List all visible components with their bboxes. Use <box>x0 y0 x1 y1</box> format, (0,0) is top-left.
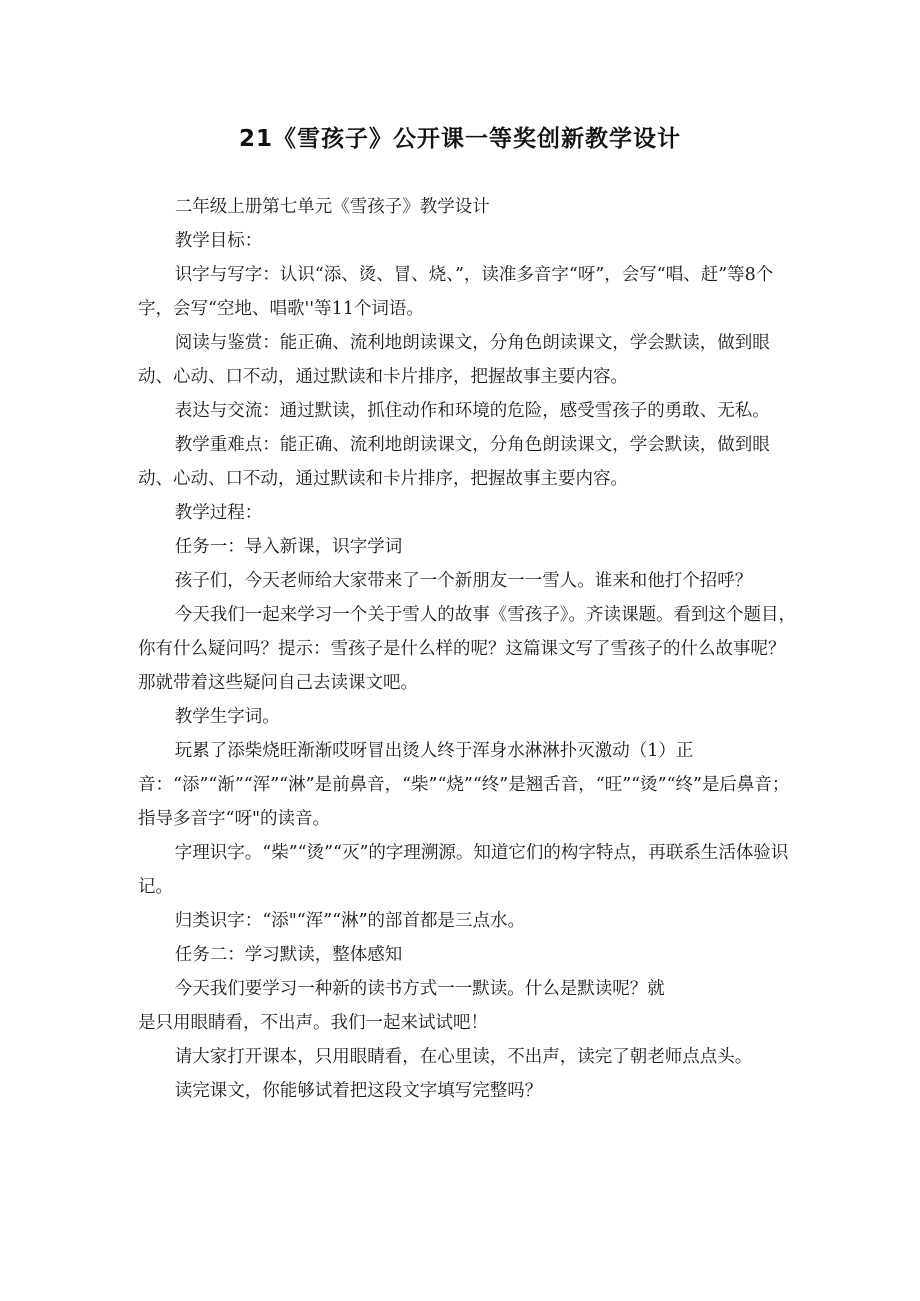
paragraph-silent-reading-definition: 是只用眼睛看，不出声。我们一起来试试吧！ <box>138 1013 488 1033</box>
paragraph-reading-goal: 阅读与鉴赏：能正确、流利地朗读课文，分角色朗读课文，学会默读，做到眼动、心动、口不动，通过默读和卡片排序，把握故事主要内容。 <box>138 333 770 387</box>
paragraph-task-one-heading: 任务一：导入新课，识字学词 <box>174 537 403 557</box>
document-body <box>138 190 798 1108</box>
paragraph-intro-greeting: 孩子们，今天老师给大家带来了一个新朋友一一雪人。谁来和他打个招呼？ <box>174 571 753 591</box>
paragraph-fill-in: 读完课文，你能够试着把这段文字填写完整吗？ <box>174 1081 543 1101</box>
paragraph-expression-goal: 表达与交流：通过默读，抓住动作和环境的危险，感受雪孩子的勇敢、无私。 <box>174 401 770 421</box>
paragraph-subtitle: 二年级上册第七单元《雪孩子》教学设计 <box>174 197 490 217</box>
paragraph-literacy-goal: 识字与写字：认识“添、烫、冒、烧、”，读准多音字“呀”，会写“唱、赶”等8个字，会写“空地、唱歌''等11个词语。 <box>138 265 774 319</box>
paragraph-word-list: 玩累了添柴烧旺渐渐哎呀冒出烫人终于浑身水淋淋扑灭激动（1）正音：“添”“渐”“浑”“淋”是前鼻音，“柴”“烧”“终”是翘舌音，“旺”“烫”“终”是后鼻音；指导多音字“呀"的读音。 <box>138 741 790 829</box>
paragraph-task-two-heading: 任务二：学习默读，整体感知 <box>174 945 403 965</box>
paragraph-teach-words: 教学生字词。 <box>174 707 280 727</box>
paragraph-radical-grouping: 归类识字：“添"“浑”“淋”的部首都是三点水。 <box>174 911 526 931</box>
paragraph-key-points: 教学重难点：能正确、流利地朗读课文，分角色朗读课文，学会默读，做到眼动、心动、口不动，通过默读和卡片排序，把握故事主要内容。 <box>138 435 770 489</box>
paragraph-objectives-heading: 教学目标： <box>174 231 263 251</box>
document-title: 21《雪孩子》公开课一等奖创新教学设计 <box>238 126 681 152</box>
paragraph-intro-story: 今天我们一起来学习一个关于雪人的故事《雪孩子》。齐读课题。看到这个题目，你有什么疑问吗？提示：雪孩子是什么样的呢？这篇课文写了雪孩子的什么故事呢？那就带着这些疑问自己去读课文吧。 <box>138 605 796 693</box>
paragraph-open-book: 请大家打开课本，只用眼睛看，在心里读，不出声，读完了朝老师点点头。 <box>174 1047 753 1067</box>
paragraph-silent-reading-intro: 今天我们要学习一种新的读书方式一一默读。什么是默读呢？就 <box>174 979 665 999</box>
paragraph-process-heading: 教学过程： <box>174 503 263 523</box>
paragraph-character-origin: 字理识字。“柴”“烫”“灭”的字理溯源。知道它们的构字特点，再联系生活体验识记。 <box>138 843 789 897</box>
